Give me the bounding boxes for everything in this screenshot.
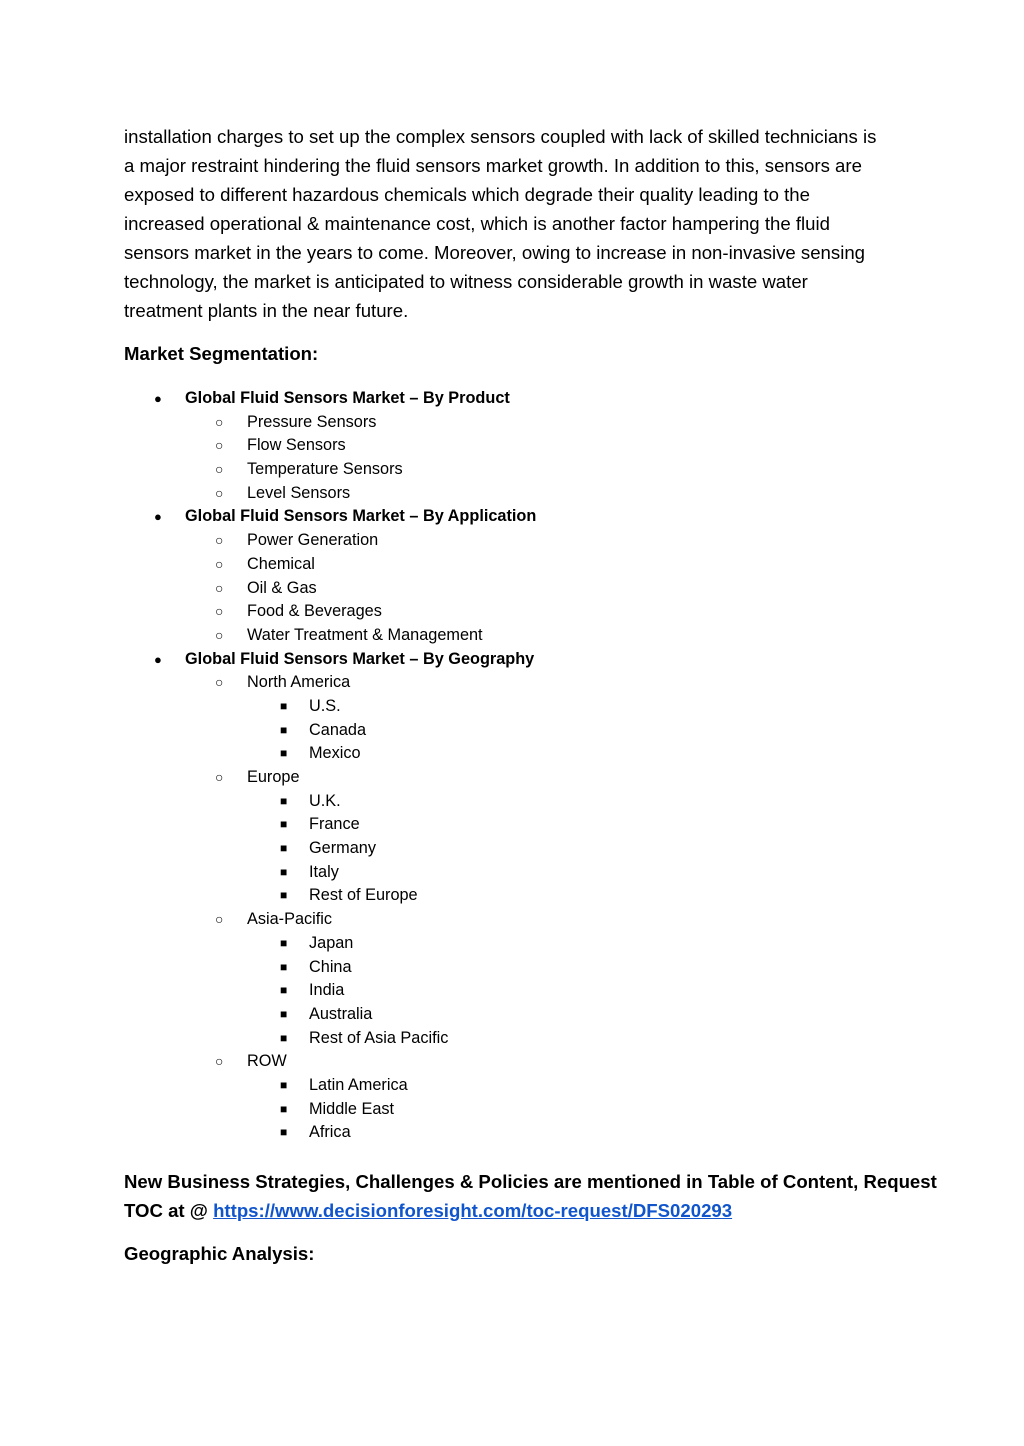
- segment-category: [0, 505, 1024, 529]
- segment-label: Africa: [309, 1123, 351, 1142]
- segment-label: Chemical: [247, 554, 315, 573]
- segment-label: Temperature Sensors: [247, 460, 403, 479]
- segment-label: U.S.: [309, 696, 341, 715]
- hollow-circle-bullet-icon: ○: [215, 769, 224, 785]
- square-bullet-icon: ■: [280, 722, 288, 737]
- square-bullet-icon: ■: [280, 746, 288, 761]
- segment-item: [0, 671, 1024, 695]
- segment-label: Global Fluid Sensors Market – By Application: [185, 507, 537, 526]
- segment-label: Germany: [309, 839, 376, 858]
- square-bullet-icon: ■: [280, 698, 288, 713]
- segment-category: [0, 648, 1024, 672]
- segment-label: Asia-Pacific: [247, 910, 333, 929]
- segment-subitem: [0, 790, 1024, 814]
- segment-category: [0, 387, 1024, 411]
- square-bullet-icon: ■: [280, 841, 288, 856]
- segment-label: Flow Sensors: [247, 436, 346, 455]
- hollow-circle-bullet-icon: ○: [215, 461, 224, 478]
- segment-label: Canada: [309, 720, 367, 739]
- square-bullet-icon: ■: [280, 817, 288, 832]
- filled-circle-bullet-icon: ●: [154, 391, 162, 406]
- filled-circle-bullet-icon: ●: [154, 651, 162, 667]
- intro-line: increased operational & maintenance cost, which is another factor hampering the fluid: [124, 213, 830, 234]
- segment-subitem: [0, 1098, 1024, 1122]
- intro-line: sensors market in the years to come. Moreover, owing to increase in non-invasive sensing: [124, 242, 866, 263]
- market-segmentation-list: [0, 387, 1024, 1145]
- segment-label: Australia: [309, 1004, 373, 1023]
- market-segmentation-heading: Market Segmentation:: [124, 343, 319, 364]
- cta-prefix: TOC at @: [124, 1200, 214, 1221]
- cta-line-1: New Business Strategies, Challenges & Policies are mentioned in Table of Content, Request: [124, 1171, 937, 1192]
- square-bullet-icon: ■: [280, 888, 288, 903]
- segment-item: [0, 1050, 1024, 1074]
- square-bullet-icon: ■: [280, 793, 288, 808]
- cta-line-2: [124, 1196, 914, 1225]
- hollow-circle-bullet-icon: ○: [215, 603, 224, 620]
- hollow-circle-bullet-icon: ○: [215, 555, 224, 572]
- square-bullet-icon: ■: [280, 935, 288, 950]
- segment-label: Pressure Sensors: [247, 412, 377, 431]
- segment-item: [0, 434, 1024, 458]
- geographic-analysis-heading: Geographic Analysis:: [124, 1243, 315, 1264]
- hollow-circle-bullet-icon: ○: [215, 674, 224, 691]
- segment-subitem: [0, 1121, 1024, 1145]
- segment-item: [0, 577, 1024, 601]
- intro-paragraph: [124, 122, 904, 325]
- segment-label: Food & Beverages: [247, 602, 382, 621]
- hollow-circle-bullet-icon: ○: [215, 532, 224, 549]
- segment-label: Mexico: [309, 744, 361, 763]
- segment-item: [0, 908, 1024, 932]
- toc-request-callout: [124, 1167, 937, 1225]
- segment-label: Rest of Asia Pacific: [309, 1028, 449, 1047]
- square-bullet-icon: ■: [280, 1125, 288, 1140]
- segment-label: Middle East: [309, 1099, 395, 1118]
- segment-label: India: [309, 981, 345, 1000]
- intro-line: a major restraint hindering the fluid sensors market growth. In addition to this, sensors are: [124, 155, 862, 176]
- segment-subitem: [0, 956, 1024, 980]
- segment-subitem: [0, 837, 1024, 861]
- segment-subitem: [0, 979, 1024, 1003]
- intro-line: exposed to different hazardous chemicals which degrade their quality leading to the: [124, 184, 810, 205]
- segment-label: Europe: [247, 768, 300, 786]
- segment-item: [0, 411, 1024, 435]
- square-bullet-icon: ■: [280, 1077, 288, 1092]
- square-bullet-icon: ■: [280, 1030, 288, 1045]
- segment-subitem: [0, 742, 1024, 766]
- segment-item: [0, 458, 1024, 482]
- hollow-circle-bullet-icon: ○: [215, 413, 224, 430]
- segment-item: [0, 529, 1024, 553]
- segment-subitem: [0, 1003, 1024, 1027]
- hollow-circle-bullet-icon: ○: [215, 1053, 224, 1070]
- segment-label: Japan: [309, 933, 354, 952]
- segment-subitem: [0, 932, 1024, 956]
- segment-label: Power Generation: [247, 531, 379, 550]
- toc-request-link[interactable]: https://www.decisionforesight.com/toc-request/DFS020293: [213, 1200, 733, 1221]
- square-bullet-icon: ■: [280, 1006, 288, 1021]
- filled-circle-bullet-icon: ●: [154, 509, 162, 525]
- segment-label: Level Sensors: [247, 483, 351, 502]
- segment-label: Latin America: [309, 1075, 408, 1094]
- hollow-circle-bullet-icon: ○: [215, 484, 224, 501]
- segment-label: Rest of Europe: [309, 886, 418, 905]
- segment-label: Water Treatment & Management: [247, 625, 483, 644]
- hollow-circle-bullet-icon: ○: [215, 437, 224, 454]
- segment-subitem: [0, 719, 1024, 743]
- segment-subitem: [0, 1027, 1024, 1051]
- segment-label: Italy: [309, 862, 339, 881]
- intro-line: technology, the market is anticipated to witness considerable growth in waste water: [124, 271, 808, 292]
- segment-item: [0, 624, 1024, 648]
- segment-item: [0, 553, 1024, 577]
- square-bullet-icon: ■: [280, 983, 288, 998]
- segment-label: China: [309, 957, 352, 976]
- segment-label: ROW: [247, 1052, 287, 1071]
- square-bullet-icon: ■: [280, 959, 288, 974]
- segment-label: France: [309, 815, 360, 834]
- segment-subitem: [0, 884, 1024, 908]
- square-bullet-icon: ■: [280, 1101, 288, 1116]
- segment-label: Global Fluid Sensors Market – By Geography: [185, 649, 535, 668]
- hollow-circle-bullet-icon: ○: [215, 626, 224, 643]
- hollow-circle-bullet-icon: ○: [215, 911, 224, 928]
- segment-item: [0, 600, 1024, 624]
- intro-line: installation charges to set up the complex sensors coupled with lack of skilled technicians is: [124, 126, 877, 147]
- segment-subitem: [0, 861, 1024, 885]
- segment-subitem: [0, 1074, 1024, 1098]
- square-bullet-icon: ■: [280, 864, 288, 879]
- hollow-circle-bullet-icon: ○: [215, 579, 224, 596]
- segment-label: Oil & Gas: [247, 578, 317, 597]
- segment-item: [0, 482, 1024, 506]
- segment-subitem: [0, 695, 1024, 719]
- segment-label: Global Fluid Sensors Market – By Product: [185, 389, 510, 407]
- segment-label: North America: [247, 673, 351, 692]
- segment-label: U.K.: [309, 791, 341, 810]
- segment-item: [0, 766, 1024, 790]
- intro-line: treatment plants in the near future.: [124, 300, 409, 321]
- segment-subitem: [0, 813, 1024, 837]
